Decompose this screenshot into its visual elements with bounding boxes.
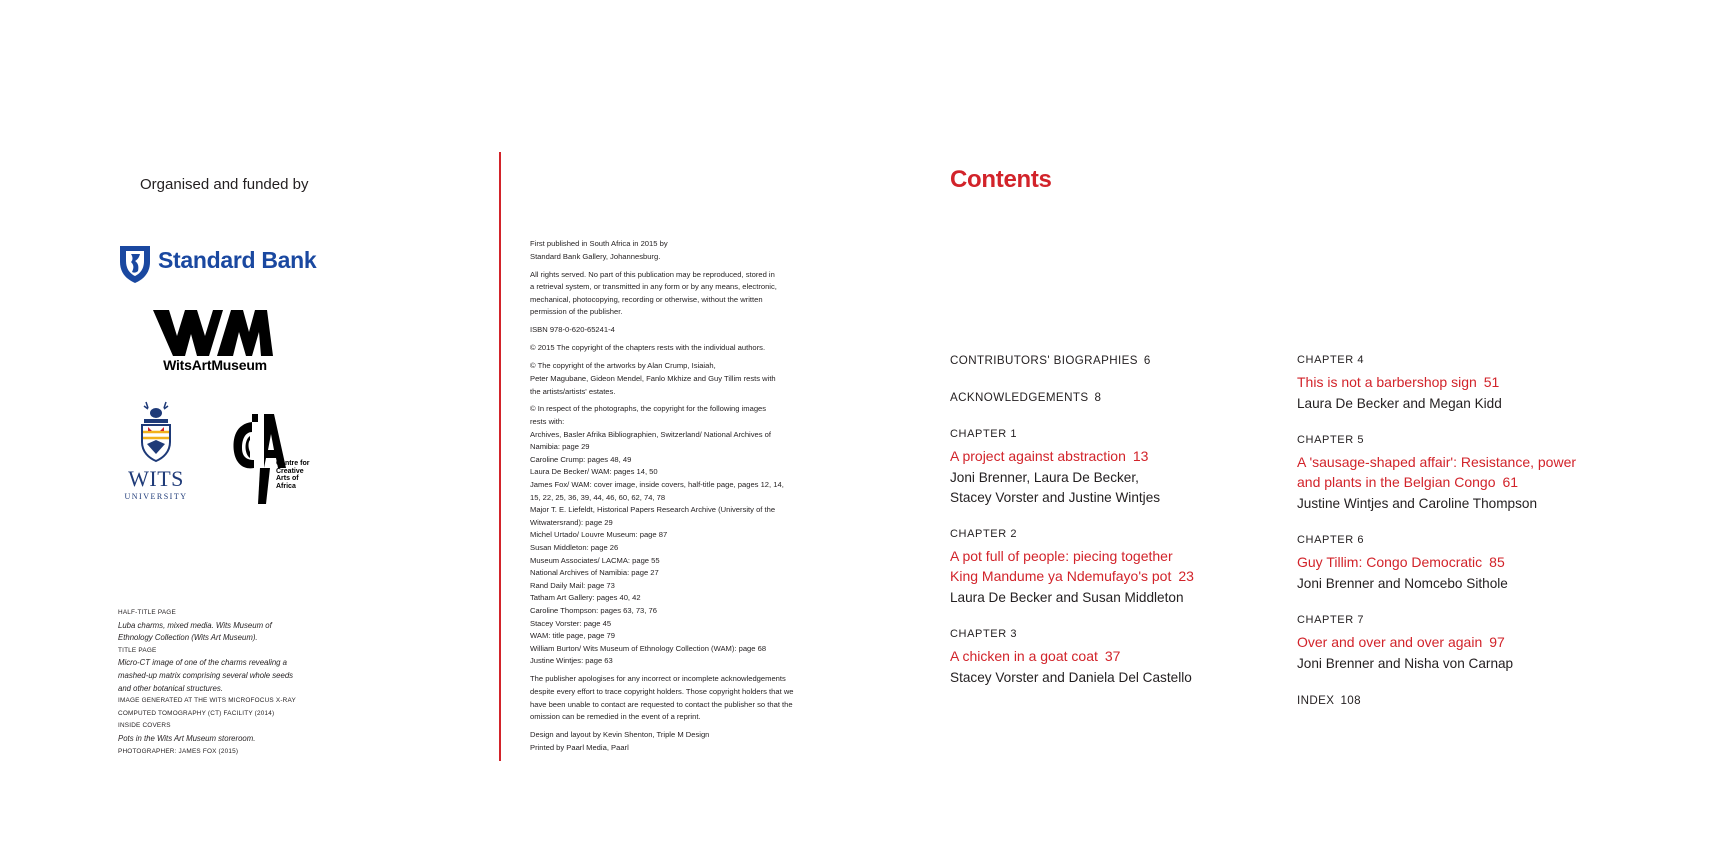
page-number: 23 — [1178, 568, 1194, 584]
chapter-authors — [1297, 574, 1597, 594]
page-number: 8 — [1094, 391, 1102, 404]
wits-art-museum-name: WitsArtMuseum — [163, 357, 267, 373]
imprint-line: Caroline Thompson: pages 63, 73, 76 — [530, 605, 657, 615]
cca-word: Centre for — [276, 460, 310, 467]
imprint-line: Design and layout by Kevin Shenton, Triple M Design — [530, 730, 710, 740]
imprint-paragraph — [530, 729, 802, 754]
cca-wordmark — [276, 460, 309, 490]
chapter-entry[interactable] — [1297, 611, 1597, 674]
contents-entry[interactable] — [1297, 691, 1597, 711]
wits-university-logo — [118, 400, 194, 510]
cca-mark-icon — [230, 412, 286, 504]
cca-logo — [230, 412, 310, 504]
chapter-title[interactable] — [1297, 452, 1597, 492]
imprint-line: Rand Daily Mail: page 73 — [530, 580, 615, 590]
author-line: Joni Brenner and Nisha von Carnap — [1297, 656, 1514, 671]
imprint-line: the artists/artists' estates. — [530, 386, 616, 396]
imprint-block — [530, 238, 802, 760]
chapter-number: CHAPTER 3 — [950, 628, 1018, 640]
imprint-line: mechanical, photocopying, recording or otherwise, without the written — [530, 294, 763, 304]
imprint-paragraph — [530, 269, 802, 319]
chapter-authors — [950, 588, 1270, 608]
chapter-number: CHAPTER 5 — [1297, 434, 1365, 446]
author-line: Laura De Becker and Susan Middleton — [950, 590, 1184, 605]
page-number: 97 — [1489, 634, 1505, 650]
imprint-line: despite every effort to trace copyright holders. Those copyright holders that we — [530, 686, 794, 696]
cca-word: Arts of — [276, 475, 299, 482]
chapter-title-line[interactable]: and plants in the Belgian Congo — [1297, 474, 1496, 490]
contents-title: Contents — [950, 166, 1052, 193]
credit-description: Pots in the Wits Art Museum storeroom. — [118, 733, 256, 743]
chapter-title[interactable] — [1297, 552, 1597, 572]
imprint-line: permission of the publisher. — [530, 307, 623, 317]
imprint-line: All rights served. No part of this publication may be reproduced, stored in — [530, 269, 775, 279]
section-name[interactable]: CONTRIBUTORS' BIOGRAPHIES — [950, 354, 1138, 367]
chapter-entry[interactable] — [1297, 531, 1597, 594]
chapter-authors — [950, 468, 1270, 508]
chapter-title-line[interactable]: A pot full of people: piecing together — [950, 548, 1173, 564]
imprint-line: rests with: — [530, 417, 565, 427]
imprint-line: Printed by Paarl Media, Paarl — [530, 742, 629, 752]
author-line: Justine Wintjes and Caroline Thompson — [1297, 496, 1538, 511]
author-line: Stacey Vorster and Justine Wintjes — [950, 490, 1161, 505]
imprint-line: Peter Magubane, Gideon Mendel, Fanlo Mkhize and Guy Tillim rests with — [530, 373, 776, 383]
credit-caption: INSIDE COVERS — [118, 722, 171, 730]
section-label[interactable] — [950, 351, 1270, 371]
page-number: 37 — [1104, 648, 1121, 664]
imprint-paragraph — [530, 324, 802, 337]
imprint-line: Standard Bank Gallery, Johannesburg. — [530, 251, 661, 261]
wits-art-museum-mark-icon — [153, 310, 273, 356]
chapter-title-line[interactable]: This is not a barbershop sign — [1297, 374, 1477, 390]
imprint-line: William Burton/ Wits Museum of Ethnology Collection (WAM): page 68 — [530, 643, 767, 653]
wits-name: WITS — [128, 466, 184, 491]
imprint-line: First published in South Africa in 2015 by — [530, 239, 668, 248]
imprint-line: Museum Associates/ LACMA: page 55 — [530, 555, 660, 565]
credit-caption: HALF-TITLE PAGE — [118, 609, 176, 616]
chapter-title[interactable] — [1297, 632, 1597, 652]
page-divider — [499, 152, 501, 761]
credit-description: Luba charms, mixed media. Wits Museum of Ethnology Collection (Wits Art Museum). — [118, 620, 272, 643]
image-credits — [118, 607, 308, 758]
chapter-entry[interactable] — [950, 525, 1270, 608]
chapter-title[interactable] — [950, 546, 1270, 586]
page-number: 108 — [1340, 694, 1361, 707]
chapter-authors — [1297, 654, 1597, 674]
chapter-number: CHAPTER 6 — [1297, 534, 1365, 546]
imprint-line: 15, 22, 25, 36, 39, 44, 46, 60, 62, 74, 78 — [530, 492, 666, 502]
page-number: 61 — [1502, 474, 1519, 490]
author-line: Joni Brenner, Laura De Becker, — [950, 470, 1139, 485]
credit-caption: PHOTOGRAPHER: JAMES FOX (2015) — [118, 747, 239, 755]
section-name[interactable]: ACKNOWLEDGEMENTS — [950, 391, 1089, 404]
imprint-line: Witwatersrand): page 29 — [530, 517, 613, 527]
cca-word: Africa — [276, 482, 296, 490]
imprint-line: ISBN 978-0-620-65241-4 — [530, 325, 615, 335]
imprint-line: Stacey Vorster: page 45 — [530, 618, 612, 628]
imprint-paragraph — [530, 342, 802, 355]
chapter-number: CHAPTER 1 — [950, 428, 1018, 440]
imprint-line: James Fox/ WAM: cover image, inside covers, half-title page, pages 12, 14, — [530, 480, 784, 490]
imprint-paragraph — [530, 360, 802, 398]
credit-caption: TITLE PAGE — [118, 646, 157, 654]
imprint-line: Susan Middleton: page 26 — [530, 543, 619, 553]
page-number: 13 — [1132, 448, 1149, 464]
imprint-line: © The copyright of the artworks by Alan Crump, Isiaiah, — [530, 361, 716, 371]
imprint-line: Justine Wintjes: page 63 — [530, 656, 613, 666]
wits-crest-icon — [134, 400, 178, 464]
chapter-title-line[interactable]: Guy Tillim: Congo Democratic — [1297, 554, 1483, 570]
chapter-authors — [1297, 394, 1597, 414]
chapter-entry[interactable] — [950, 425, 1270, 508]
chapter-title-line[interactable]: King Mandume ya Ndemufayo's pot — [950, 568, 1172, 584]
imprint-line: Michel Urtado/ Louvre Museum: page 87 — [530, 530, 668, 540]
standard-bank-logo — [118, 244, 318, 286]
chapter-entry[interactable] — [950, 625, 1270, 688]
section-name[interactable]: INDEX — [1297, 694, 1335, 707]
imprint-line: a retrieval system, or transmitted in any form or by any means, electronic, — [530, 282, 777, 292]
chapter-authors — [1297, 494, 1597, 514]
page-number: 85 — [1489, 554, 1505, 570]
chapter-number: CHAPTER 2 — [950, 528, 1018, 540]
imprint-line: National Archives of Namibia: page 27 — [530, 568, 659, 578]
imprint-line: Namibia: page 29 — [530, 442, 590, 452]
chapter-title[interactable] — [1297, 372, 1597, 392]
credit-caption: IMAGE GENERATED AT THE WITS MICROFOCUS X-RAY COMPUTED TOMOGRAPHY (CT) FACILITY (2014) — [118, 697, 296, 717]
cca-word: Creative — [276, 467, 304, 475]
imprint-line: Caroline Crump: pages 48, 49 — [530, 454, 632, 464]
author-line: Stacey Vorster and Daniela Del Castello — [950, 670, 1192, 685]
imprint-paragraph — [530, 238, 802, 263]
standard-bank-name: Standard Bank — [158, 247, 317, 273]
contents-column-right — [1297, 351, 1597, 728]
imprint-line: Major T. E. Liefeldt, Historical Papers Research Archive (University of the — [530, 505, 776, 515]
page-number: 51 — [1483, 374, 1500, 390]
chapter-authors — [950, 668, 1270, 688]
imprint-line: The publisher apologises for any incorrect or incomplete acknowledgements — [530, 674, 786, 684]
chapter-number: CHAPTER 7 — [1297, 614, 1365, 626]
imprint-line: Laura De Becker/ WAM: pages 14, 50 — [530, 467, 658, 477]
contents-column-left — [950, 351, 1270, 705]
imprint-line: Tatham Art Gallery: pages 40, 42 — [530, 593, 641, 603]
imprint-line: © In respect of the photographs, the copyright for the following images — [530, 404, 767, 414]
organised-label: Organised and funded by — [140, 176, 309, 193]
author-line: Joni Brenner and Nomcebo Sithole — [1297, 576, 1508, 591]
standard-bank-shield-icon — [118, 244, 152, 284]
chapter-title-line[interactable]: A chicken in a goat coat — [950, 648, 1098, 664]
chapter-entry[interactable] — [1297, 431, 1597, 514]
credit-description: Micro-CT image of one of the charms revealing a mashed-up matrix comprising several whole seeds and other botanical structures. — [118, 658, 294, 693]
contents-entry[interactable] — [950, 351, 1270, 371]
author-line: Laura De Becker and Megan Kidd — [1297, 396, 1502, 411]
chapter-title-line[interactable]: A 'sausage-shaped affair': Resistance, power — [1297, 454, 1577, 470]
imprint-line: have been unable to contact are requested to contact the publisher so that the — [530, 699, 793, 709]
imprint-line: © 2015 The copyright of the chapters rests with the individual authors. — [530, 343, 766, 353]
section-label[interactable] — [950, 388, 1270, 408]
chapter-title[interactable] — [950, 646, 1270, 666]
chapter-title-line[interactable]: A project against abstraction — [950, 448, 1126, 464]
chapter-title[interactable] — [950, 446, 1270, 466]
wits-art-museum-logo — [150, 310, 280, 376]
imprint-paragraph — [530, 673, 802, 723]
imprint-paragraph — [530, 403, 802, 667]
chapter-number: CHAPTER 4 — [1297, 354, 1365, 366]
section-label[interactable] — [1297, 691, 1597, 711]
imprint-line: WAM: title page, page 79 — [530, 631, 615, 641]
page-number: 6 — [1143, 354, 1151, 367]
imprint-line: Archives, Basler Afrika Bibliographien, Switzerland/ National Archives of — [530, 429, 772, 439]
contents-entry[interactable] — [950, 388, 1270, 408]
chapter-title-line[interactable]: Over and over and over again — [1297, 634, 1483, 650]
imprint-line: omission can be remedied in the event of a reprint. — [530, 712, 701, 722]
chapter-entry[interactable] — [1297, 351, 1597, 414]
wits-university-subtitle: UNIVERSITY — [124, 492, 188, 501]
